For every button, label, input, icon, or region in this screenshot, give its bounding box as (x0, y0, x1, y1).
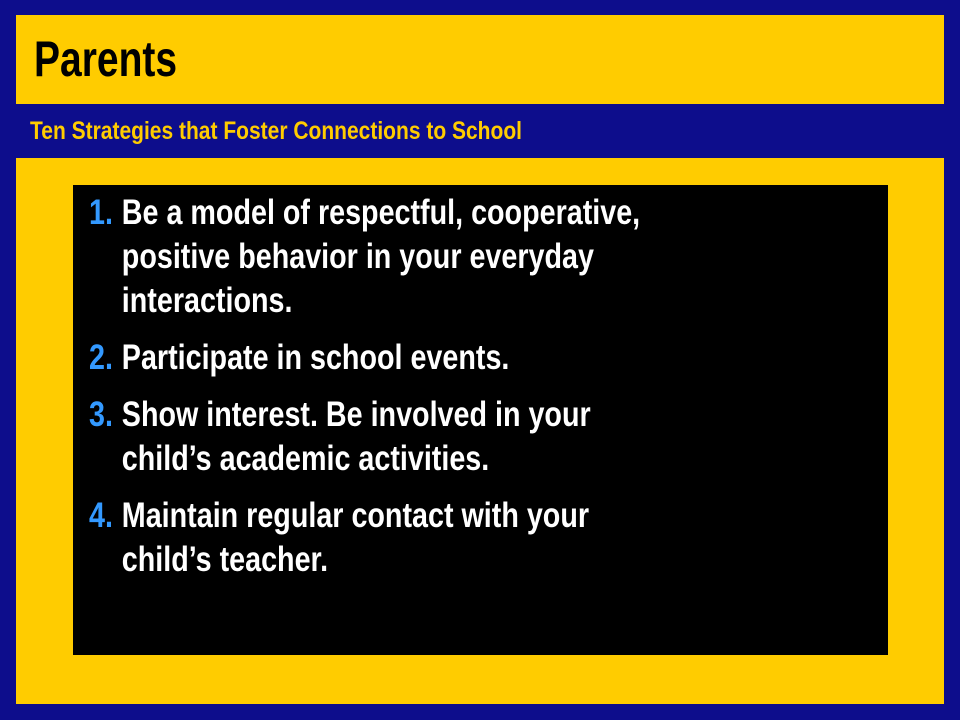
slide-subtitle: Ten Strategies that Foster Connections to School (30, 117, 523, 145)
strategy-text: Be a model of respectful, cooperative, positive behavior in your everyday interactions. (121, 193, 641, 320)
strategy-item-1 (89, 191, 876, 323)
strategy-text: Maintain regular contact with your child’s teacher. (121, 496, 590, 579)
slide-title: Parents (34, 31, 178, 87)
title-bar (16, 15, 944, 104)
strategy-item-3 (89, 393, 876, 481)
strategy-item-4 (89, 494, 876, 582)
content-frame (16, 158, 944, 704)
strategy-list (89, 191, 876, 595)
strategy-text: Show interest. Be involved in your child’s academic activities. (121, 395, 591, 478)
strategy-item-2 (89, 336, 876, 380)
strategy-number: 3. (89, 395, 113, 434)
strategy-number: 1. (89, 193, 113, 232)
strategies-box (73, 185, 888, 655)
strategy-text: Participate in school events. (121, 338, 510, 377)
strategy-number: 4. (89, 496, 113, 535)
strategy-number: 2. (89, 338, 113, 377)
